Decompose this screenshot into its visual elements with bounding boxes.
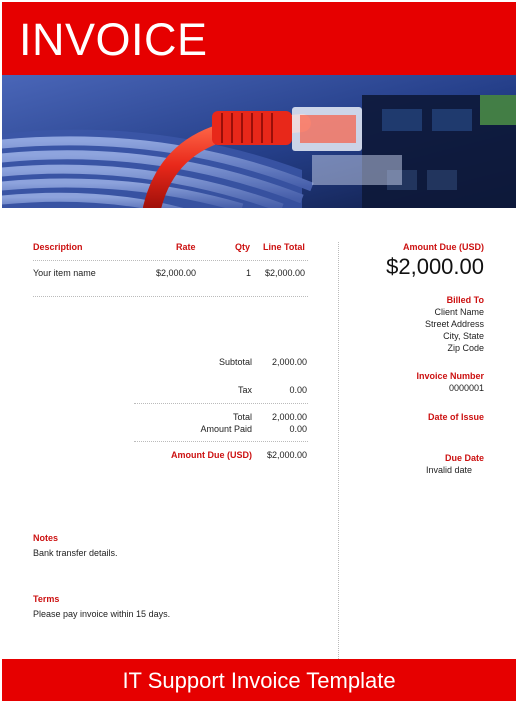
invoice-header xyxy=(2,2,516,75)
amount-paid-value: 0.00 xyxy=(289,424,307,434)
totals-divider-2 xyxy=(134,441,308,442)
item-rate: $2,000.00 xyxy=(156,268,197,278)
total-label: Total xyxy=(232,412,252,422)
table-header-divider xyxy=(33,260,308,261)
invoice-number-value: 0000001 xyxy=(448,383,484,393)
billed-to-street-address: Street Address xyxy=(424,319,484,329)
column-header-line-total: Line Total xyxy=(263,242,305,252)
column-divider xyxy=(338,242,339,659)
network-cable-illustration xyxy=(2,75,516,208)
subtotal-label: Subtotal xyxy=(218,357,252,367)
terms-label: Terms xyxy=(33,594,60,604)
notes-label: Notes xyxy=(33,533,59,543)
invoice-title: INVOICE xyxy=(19,14,208,65)
billed-to-label: Billed To xyxy=(446,295,484,305)
item-line-total: $2,000.00 xyxy=(265,268,306,278)
invoice-footer xyxy=(2,659,516,701)
sidebar-amount-due-value: $2,000.00 xyxy=(386,254,484,279)
table-row-divider xyxy=(33,296,308,297)
billed-to-zip-code: Zip Code xyxy=(447,343,484,353)
invoice-number-label: Invoice Number xyxy=(416,371,484,381)
column-header-rate: Rate xyxy=(176,242,196,252)
subtotal-value: 2,000.00 xyxy=(271,357,307,367)
tax-value: 0.00 xyxy=(289,385,307,395)
invoice-page xyxy=(2,2,516,701)
column-header-description: Description xyxy=(33,242,83,252)
item-description: Your item name xyxy=(33,268,96,278)
footer-title: IT Support Invoice Template xyxy=(122,668,396,693)
amount-due-value: $2,000.00 xyxy=(266,450,307,460)
billed-to-client-name: Client Name xyxy=(434,307,484,317)
total-value: 2,000.00 xyxy=(271,412,307,422)
date-of-issue-label: Date of Issue xyxy=(427,412,484,422)
notes-text: Bank transfer details. xyxy=(33,548,118,558)
tax-label: Tax xyxy=(237,385,252,395)
due-date-value: Invalid date xyxy=(425,465,472,475)
column-header-qty: Qty xyxy=(235,242,251,252)
terms-text: Please pay invoice within 15 days. xyxy=(33,609,171,619)
amount-due-label: Amount Due (USD) xyxy=(171,450,252,460)
due-date-label: Due Date xyxy=(444,453,484,463)
billed-to-city-state: City, State xyxy=(443,331,484,341)
item-qty: 1 xyxy=(246,268,252,278)
totals-divider-1 xyxy=(134,403,308,404)
amount-paid-label: Amount Paid xyxy=(200,424,252,434)
sidebar-amount-due-label: Amount Due (USD) xyxy=(403,242,484,252)
hero-image-network-cable xyxy=(2,75,516,208)
